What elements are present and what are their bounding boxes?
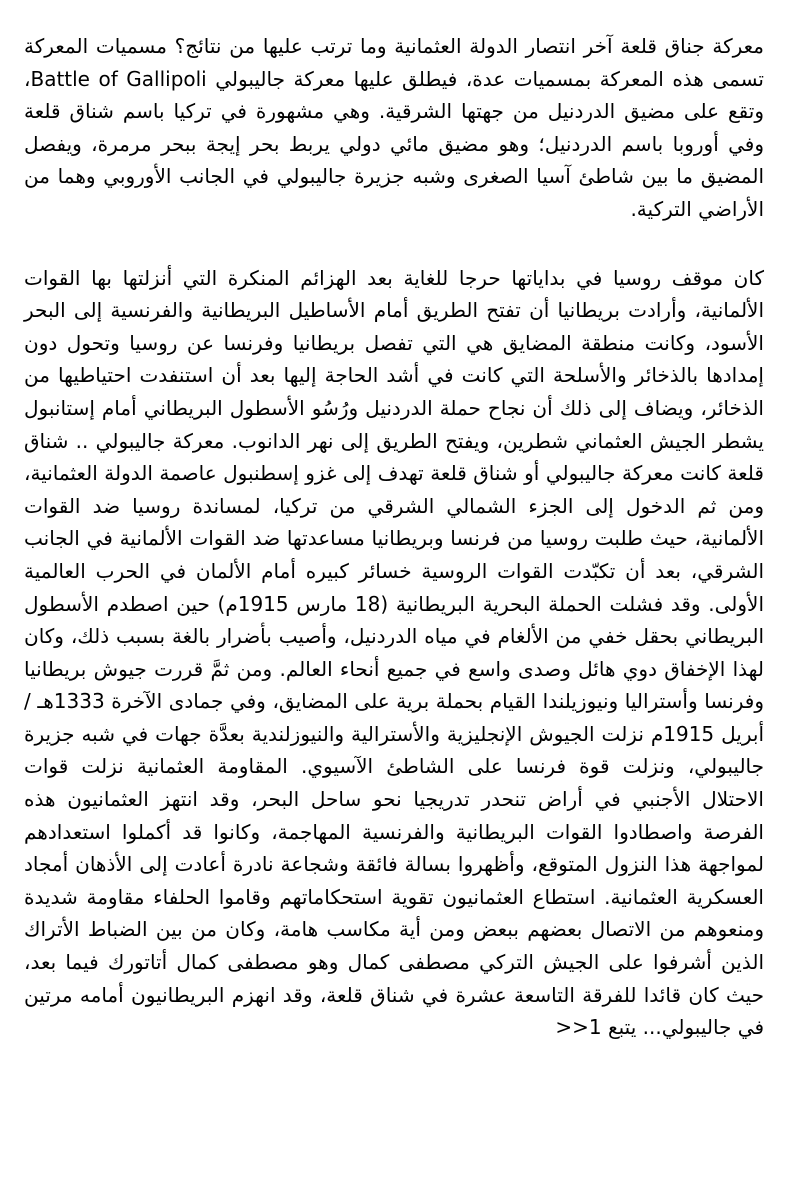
- paragraph-body: كان موقف روسيا في بداياتها حرجا للغاية بعد الهزائم المنكرة التي أنزلتها بها القوات الألمانية، وأرادت بريطانيا أن تفتح الطريق أمام الأساطيل البريطانية والفرنسية إلى البحر الأسود، وكانت منطقة المضايق هي التي تفصل بريطانيا وفرنسا عن روسيا وتحول دون إمدادها بالذخائر والأسلحة التي كانت في أشد الحاجة إليها بعد أن استنفدت احتياطيها من الذخائر، ويضاف إلى ذلك أن نجاح حملة الدردنيل ورُسُو الأسطول البريطاني أمام إستانبول يشطر الجيش العثماني شطرين، ويفتح الطريق إلى نهر الدانوب. معركة جاليبولي .. شناق قلعة كانت معركة جاليبولي أو شناق قلعة تهدف إلى غزو إسطنبول عاصمة الدولة العثمانية، ومن ثم الدخول إلى الجزء الشمالي الشرقي من تركيا، لمساندة روسيا ضد القوات الألمانية، حيث طلبت روسيا من فرنسا وبريطانيا مساعدتها ضد القوات الألمانية في الجانب الشرقي، بعد أن تكبّدت القوات الروسية خسائر كبيره أمام الألمان في الحرب العالمية الأولى. وقد فشلت الحملة البحرية البريطانية (18 مارس 1915م) حين اصطدم الأسطول البريطاني بحقل خفي من الألغام في مياه الدردنيل، وأصيب بأضرار بالغة بسبب ذلك، وكان لهذا الإخفاق دوي هائل وصدى واسع في جميع أنحاء العالم. ومن ثمَّ قررت جيوش بريطانيا وفرنسا وأستراليا ونيوزيلندا القيام بحملة برية على المضايق، وفي جمادى الآخرة 1333هـ / أبريل 1915م نزلت الجيوش الإنجليزية والأسترالية والنيوزلندية بعدَّة جهات في شبه جزيرة جاليبولي، ونزلت قوة فرنسا على الشاطئ الآسيوي. المقاومة العثمانية نزلت قوات الاحتلال الأجنبي في أراض تنحدر تدريجيا نحو ساحل البحر، وقد انتهز العثمانيون هذه الفرصة واصطادوا القوات البريطانية والفرنسية المهاجمة، وكانوا قد أكملوا استعدادهم لمواجهة هذا النزول المتوقع، وأظهروا بسالة فائقة وشجاعة نادرة أعادت إلى الأذهان أمجاد العسكرية العثمانية. استطاع العثمانيون تقوية استحكاماتهم وقاموا الحلفاء مقاومة شديدة ومنعوهم من الاتصال بعضهم ببعض ومن أية مكاسب هامة، وكان من بين الضباط الأتراك الذين أشرفوا على الجيش التركي مصطفى كمال وهو مصطفى كمال أتاتورك فيما بعد، حيث كان قائدا للفرقة التاسعة عشرة في شناق قلعة، وقد انهزم البريطانيون أمامه مرتين في جاليبولي... يتبع 1<<: [24, 265, 764, 1040]
- paragraph-gap: [24, 226, 764, 262]
- paragraph-intro: معركة جناق قلعة آخر انتصار الدولة العثمانية وما ترتب عليها من نتائج؟ مسميات المعركة تسمى هذه المعركة بمسميات عدة، فيطلق عليها معركة جاليبولي Battle of Gallipoli، وتقع على مضيق الدردنيل من جهتها الشرقية. وهي مشهورة في تركيا باسم شناق قلعة وفي أوروبا باسم الدردنيل؛ وهو مضيق مائي دولي يربط بحر إيجة ببحر مرمرة، ويفصل المضيق ما بين شاطئ آسيا الصغرى وشبه جزيرة جاليبولي في الجانب الأوروبي وهما من الأراضي التركية.: [24, 34, 764, 221]
